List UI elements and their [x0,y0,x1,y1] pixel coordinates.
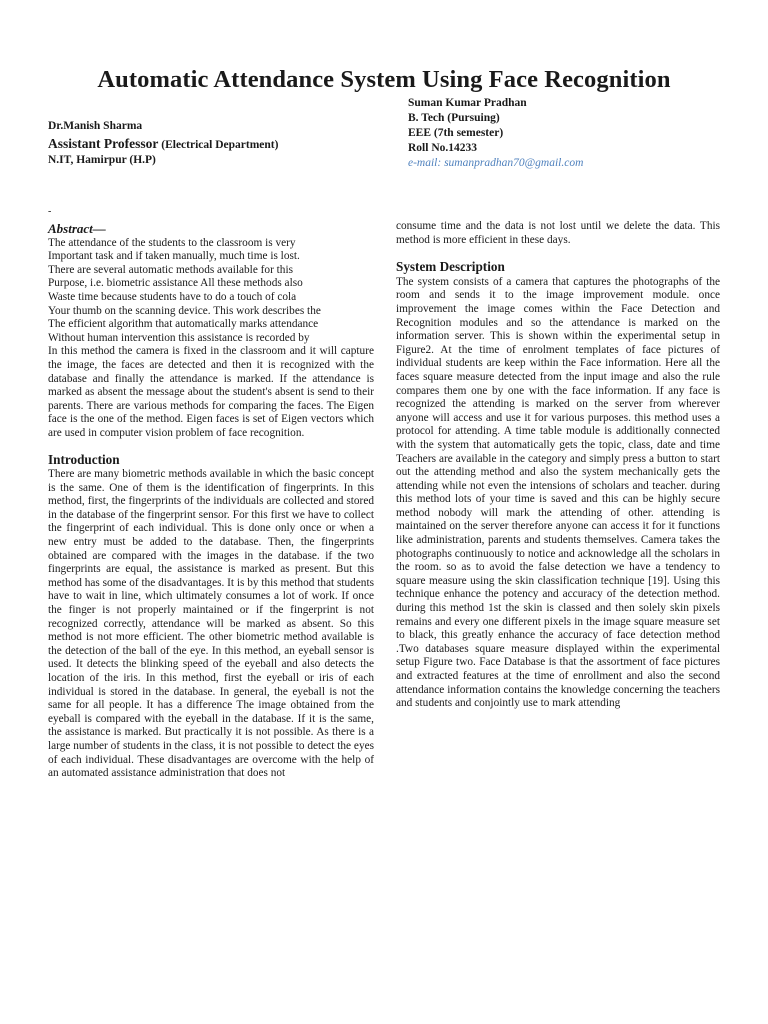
author-block-left [48,119,278,168]
system-description-body: The system consists of a camera that captures the photographs of the room and sends it to the image improvement module. once improvement the image comes within the Face Detection and Recognition modules and so the attendance is marked on the information server. This is shown within the experimental setup in Figure2. At the time of enrolment templates of face pictures of individual students are keep within the Face information. Here all the faces square measure detected from the input image and also the rule compares them one by one with the face information. If any face is recognized the attending is marked on the server from wherever anyone will access and use it for various purposes. this method uses a protocol for attending. A time table module is additionally connected with the system that automatically gets the topic, class, date and time Teachers are available in the category and simply press a button to start out the attending method and also the system mechanically gets the attending while not even the intensions of scholars and teacher. during this method lots of your time is saved and this can be highly secure method nobody will mark the attending of other. attending is maintained on the server therefore anyone can access it for it functions like administration, parents and students themselves. Camera takes the photographs continuously to notice and acknowledge all the scholars in the room. so as to avoid the false detection we have a tendency to square measure using the skin classification technique [19]. Using this technique enhance the potency and accuracy of the detection method. during this method 1st the skin is classed and then solely skin pixels remains and every one different pixels in the image square measure set to black, this greatly enhance the accuracy of face detection method .Two databases square measure displayed within the experimental setup Figure two. Face Database is that the assortment of face pictures and extracted features at the time of enrollment and also the second attendance information contains the knowledge concerning the teachers and students and conjointly use to mark attending [396,275,720,710]
right-column [396,220,720,711]
author-roll-number: Roll No.14233 [408,142,477,154]
author-department: (Electrical Department) [161,139,279,151]
abstract-body: In this method the camera is fixed in the classroom and it will capture the image, the faces are detected and then it is recognized with the database and finally the attendance is marked. If the attendance is marked as absent the message about the student's absent is send to their parents. There are various methods for comparing the faces. The Eigen face is the one of the method. Eigen faces is set of Eigen vectors which are used in computer vision problem of face recognition. [48,345,374,439]
left-column [48,222,374,781]
abstract-heading: Abstract— [48,221,106,236]
abstract-line: The attendance of the students to the classroom is very [48,236,296,249]
abstract-line: Your thumb on the scanning device. This work describes the [48,304,321,317]
introduction-body: There are many biometric methods available in which the basic concept is the same. One of them is the identification of fingerprints. In this method, first, the fingerprints of the individuals are collected and stored in the database of the fingerprint sensor. For this first we have to collect the fingerprint of each individual. This is done only once or when a new entry must be added to the database. Then, the fingerprints obtained are compared with the images in the database. if the two fingerprints are equal, the assistance is marked as present. But this method has some of the disadvantages. It is by this method that students have to wait in line, which ultimately consumes a lot of work. If once the finger is not properly maintained or if the fingerprint is not recognized correctly, attendance will be marked as absent. So this method is not more efficient. The other biometric method available is the detection of the ball of the eye. In this method, an eyeball sensor is used. It detects the blinking speed of the eyeball and also detects the location of the iris. In this method, first the eyeball or iris of each individual is stored in the database. In general, the eyeball is not the same for all people. It has a difference The image obtained from the eyeball is compared with the eyeball in the database. If it is the same, the assistance is marked. But practically it is not possible. As there is a large number of students in the class, it is not possible to detect the eyes of each individual. These disadvantages are overcome with the help of an automated assistance administration that does not [48,468,374,780]
abstract-line: There are several automatic methods available for this [48,263,293,276]
abstract-line: Waste time because students have to do a touch of cola [48,290,297,303]
abstract-line: Important task and if taken manually, much time is lost. [48,250,300,263]
author-email: e-mail: sumanpradhan70@gmail.com [408,157,584,169]
author-affiliation: N.IT, Hamirpur (H.P) [48,154,156,166]
stray-dash: - [48,206,52,217]
abstract-line: Purpose, i.e. biometric assistance All these methods also [48,277,303,290]
abstract-line: The efficient algorithm that automatically marks attendance [48,318,319,331]
paper-title: Automatic Attendance System Using Face Recognition [97,66,671,93]
abstract-line: Without human intervention this assistance is recorded by [48,331,310,344]
system-description-heading: System Description [396,259,505,275]
author-name: Dr.Manish Sharma [48,120,143,132]
author-role-title: Assistant Professor [48,136,159,151]
continuation-text: consume time and the data is not lost until we delete the data. This method is more efficient in these days. [396,220,720,246]
author-block-right [408,96,583,171]
introduction-heading: Introduction [48,451,120,467]
author-semester: EEE (7th semester) [408,127,504,139]
abstract-lines [48,237,374,346]
author-name: Suman Kumar Pradhan [408,97,527,109]
author-role [48,136,278,153]
author-program: B. Tech (Pursuing) [408,112,500,124]
